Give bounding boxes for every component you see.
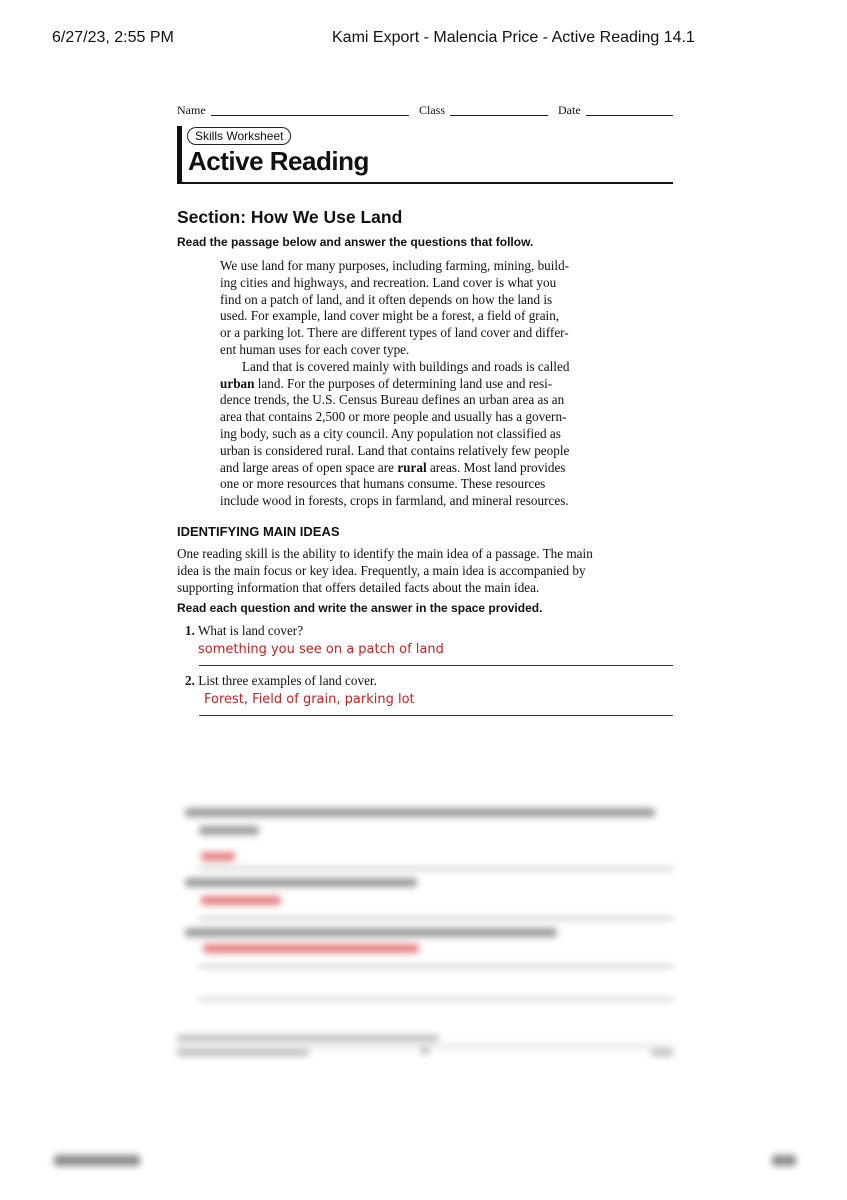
blurred-footer-url — [54, 1155, 140, 1166]
term-rural: rural — [397, 459, 427, 475]
blurred-question-4 — [185, 878, 417, 887]
blurred-answer-4 — [201, 896, 281, 905]
student-info-row — [177, 100, 673, 122]
answer-1[interactable]: something you see on a patch of land — [198, 642, 444, 657]
main-ideas-intro — [177, 546, 659, 596]
footer-rule — [177, 1046, 673, 1047]
answer-2[interactable]: Forest, Field of grain, parking lot — [204, 692, 415, 707]
date-label: Date — [558, 103, 581, 117]
questions-instruction: Read each question and write the answer in the space provided. — [177, 601, 543, 615]
worksheet-title: Active Reading — [188, 146, 369, 176]
blurred-footer-left — [177, 1050, 309, 1056]
intro-line: supporting information that offers detailed facts about the main idea. — [177, 579, 540, 595]
passage-line: dence trends, the U.S. Census Bureau defines an urban area as an — [220, 392, 565, 408]
passage-line: find on a patch of land, and it often depends on how the land is — [220, 291, 553, 307]
question-number: 1. — [185, 623, 195, 638]
intro-line: idea is the main focus or key idea. Frequently, a main idea is accompanied by — [177, 562, 586, 578]
blurred-question-3-line — [185, 808, 655, 817]
blurred-footer-right — [651, 1050, 673, 1056]
answer-line-5a — [199, 966, 673, 967]
print-header — [0, 29, 847, 51]
intro-line: One reading skill is the ability to identify the main idea of a passage. The main — [177, 546, 593, 561]
name-label: Name — [177, 103, 206, 117]
passage-line: or a parking lot. There are different types of land cover and differ- — [220, 325, 569, 341]
passage-line: ing cities and highways, and recreation. Land cover is what you — [220, 274, 557, 290]
blurred-question-5 — [185, 928, 557, 937]
passage-paragraph-1 — [220, 258, 622, 359]
passage-line: and large areas of open space are — [220, 459, 398, 475]
passage-line: land. For the purposes of determining land use and resi- — [254, 375, 553, 391]
passage-line: one or more resources that humans consume. These resources — [220, 476, 546, 492]
blurred-footer-page — [421, 1048, 429, 1054]
question-number: 2. — [185, 673, 195, 688]
passage-line: urban is considered rural. Land that contains relatively few people — [220, 442, 570, 458]
passage-line: Land that is covered mainly with buildings and roads is called — [242, 358, 570, 374]
blurred-footer-page-count — [772, 1155, 796, 1166]
answer-line-5b — [199, 999, 673, 1000]
passage-line: used. For example, land cover might be a forest, a field of grain, — [220, 308, 560, 324]
date-field[interactable] — [586, 115, 673, 116]
blurred-copyright — [177, 1035, 439, 1041]
passage-line: include wood in forests, crops in farmland, and mineral resources. — [220, 493, 569, 509]
main-ideas-heading: IDENTIFYING MAIN IDEAS — [177, 524, 340, 539]
passage-line: We use land for many purposes, including farming, mining, build- — [220, 258, 570, 273]
worksheet-header — [177, 126, 673, 184]
passage-line: areas. Most land provides — [426, 459, 566, 475]
answer-line-1 — [199, 665, 673, 666]
class-field[interactable] — [450, 115, 548, 116]
name-field[interactable] — [211, 115, 409, 116]
question-text: What is land cover? — [197, 623, 304, 638]
term-urban: urban — [220, 375, 255, 391]
question-text: List three examples of land cover. — [198, 673, 377, 688]
passage-line: ing body, such as a city council. Any population not classified as — [220, 425, 561, 441]
blurred-question-3-line — [199, 826, 259, 835]
worksheet-page — [177, 100, 673, 707]
print-title: Kami Export - Malencia Price - Active Reading 14.1 — [332, 29, 695, 46]
print-datetime: 6/27/23, 2:55 PM — [52, 29, 174, 46]
section-title: Section: How We Use Land — [177, 207, 403, 227]
class-label: Class — [419, 103, 446, 117]
passage-line: area that contains 2,500 or more people and usually has a govern- — [220, 409, 567, 425]
blurred-answer-3 — [201, 852, 235, 861]
blurred-answer-5 — [203, 944, 419, 953]
answer-line-3 — [199, 868, 673, 869]
reading-passage — [220, 258, 622, 510]
question-2 — [185, 673, 377, 689]
passage-paragraph-2 — [220, 359, 622, 510]
answer-line-2 — [199, 715, 673, 716]
worksheet-type-badge: Skills Worksheet — [187, 127, 291, 145]
passage-line: ent human uses for each cover type. — [220, 341, 410, 357]
answer-line-4 — [199, 918, 673, 919]
question-1 — [185, 623, 303, 639]
passage-instruction: Read the passage below and answer the questions that follow. — [177, 235, 534, 249]
